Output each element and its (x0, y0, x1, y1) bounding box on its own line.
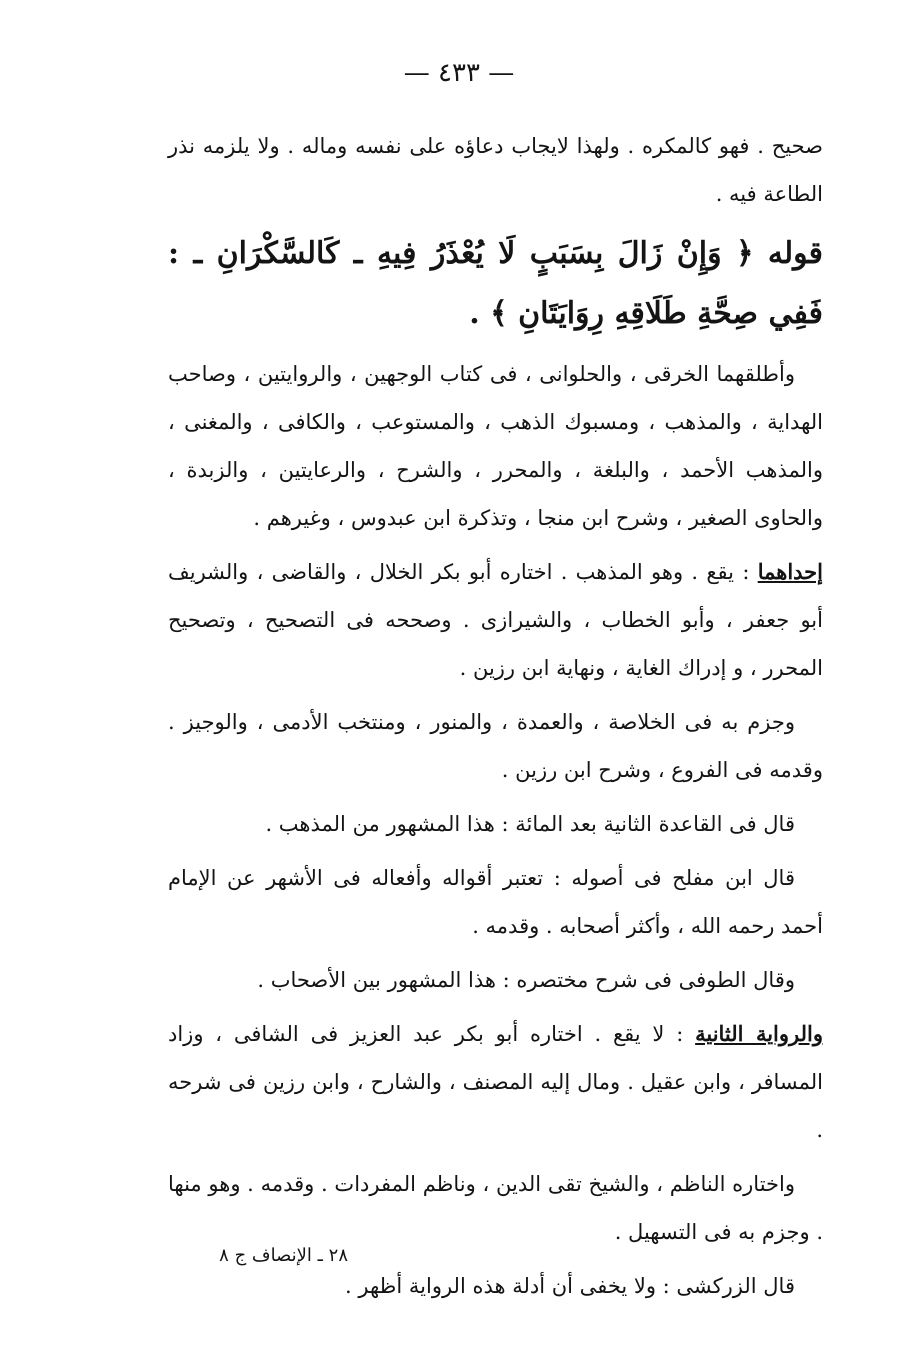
paragraph: قال ابن مفلح فى أصوله : تعتبر أقواله وأفعاله فى الأشهر عن الإمام أحمد رحمه الله ، وأكثر أصحابه . وقدمه . (168, 866, 823, 938)
quoted-heading: قوله ﴿ وَإِنْ زَالَ بِسَبَبٍ لَا يُعْذَرُ فِيهِ ـ كَالسَّكْرَانِ ـ : فَفِي صِحَّةِ طَلَاقِهِ رِوَايَتَانِ ﴾ . (168, 236, 823, 331)
paragraph-second-narration (168, 1010, 823, 1154)
page-footer-signature: ٢٨ ـ الإنصاف ج ٨ (219, 1245, 348, 1266)
paragraph: صحيح . فهو كالمكره . ولهذا لايجاب دعاؤه على نفسه وماله . ولا يلزمه نذر الطاعة فيه . (168, 134, 823, 206)
paragraph: واختاره الناظم ، والشيخ تقى الدين ، وناظم المفردات . وقدمه . وهو منها . وجزم به فى التسهيل . (168, 1172, 823, 1244)
paragraph: وقال الطوفى فى شرح مختصره : هذا المشهور بين الأصحاب . (257, 968, 795, 992)
paragraph-first-narration (168, 548, 823, 692)
lead-term: والرواية الثانية (695, 1021, 823, 1046)
paragraph-text: : يقع . وهو المذهب . اختاره أبو بكر الخلال ، والقاضى ، والشريف أبو جعفر ، وأبو الخطاب ، والشيرازى . وصححه فى التصحيح ، وتصحيح المحرر ، و إدراك الغاية ، ونهاية ابن رزين . (168, 560, 823, 680)
body-text (168, 122, 823, 1316)
paragraph: قال الزركشى : ولا يخفى أن أدلة هذه الرواية أظهر . (345, 1274, 795, 1298)
page-number: — ٤٣٣ — (403, 58, 515, 88)
paragraph-text: : لا يقع . اختاره أبو بكر عبد العزيز فى الشافى ، وزاد المسافر ، وابن عقيل . ومال إليه المصنف ، والشارح ، وابن رزين فى شرحه . (168, 1022, 823, 1142)
paragraph: قال فى القاعدة الثانية بعد المائة : هذا المشهور من المذهب . (265, 812, 795, 836)
paragraph: وأطلقهما الخرقى ، والحلوانى ، فى كتاب الوجهين ، والروايتين ، وصاحب الهداية ، والمذهب ، ومسبوك الذهب ، والمستوعب ، والكافى ، والمغنى ، والمذهب الأحمد ، والبلغة ، والمحرر ، والشرح ، والرعايتين ، والزبدة ، والحاوى الصغير ، وشرح ابن منجا ، وتذكرة ابن عبدوس ، وغيرهم . (168, 362, 823, 530)
lead-term: إحداهما (757, 559, 823, 584)
paragraph: وجزم به فى الخلاصة ، والعمدة ، والمنور ، ومنتخب الأدمى ، والوجيز . وقدمه فى الفروع ، وشرح ابن رزين . (168, 710, 823, 782)
